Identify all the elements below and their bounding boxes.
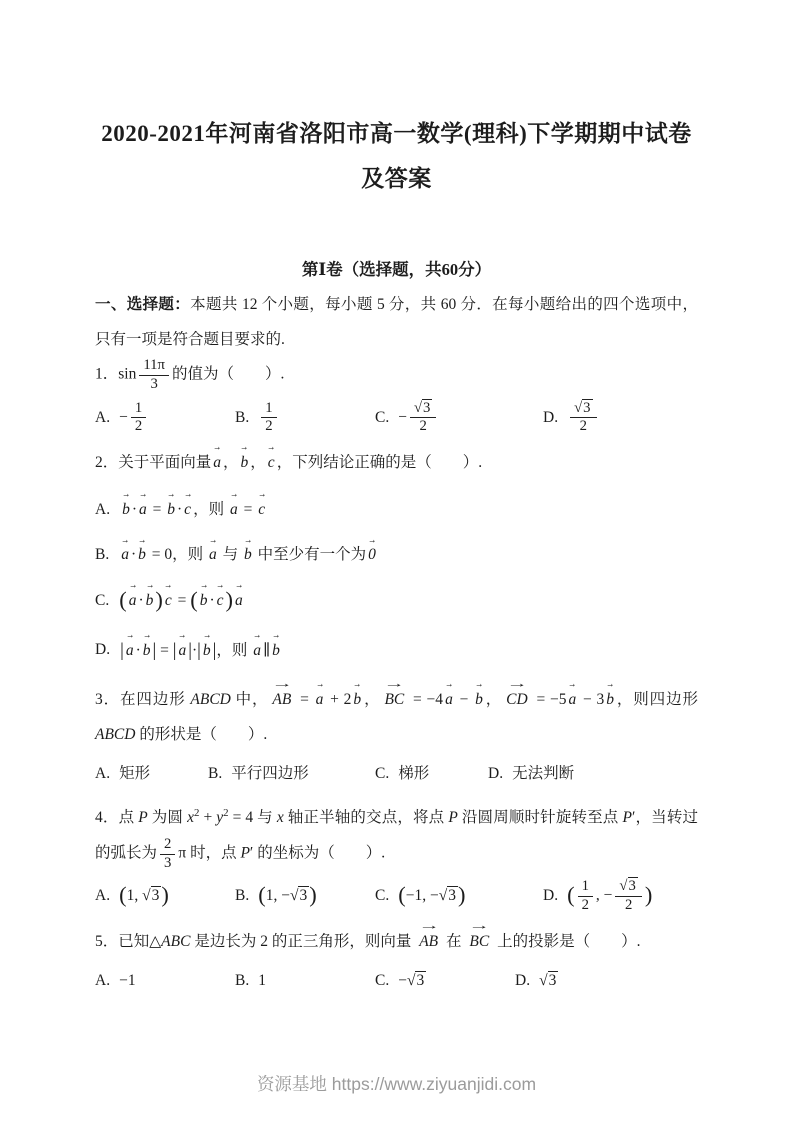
option-b xyxy=(95,539,698,572)
option-value: $\frac{1}{2}$ xyxy=(258,400,279,436)
option-label: A. xyxy=(95,500,111,518)
option-c xyxy=(375,965,515,998)
option-value: $\frac{√3}{2}$ xyxy=(567,400,599,436)
option-value: −1 xyxy=(119,972,136,990)
option-value: 无法判断 xyxy=(512,765,575,783)
option-value: a → · b → = 0，则 a → 与 b → 中至少有一个为 0 → xyxy=(119,539,378,572)
option-b xyxy=(235,965,375,998)
option-d xyxy=(515,965,558,998)
option-label: A. xyxy=(95,765,111,783)
intro-text: 本题共 12 个小题，每小题 5 分，共 60 分．在每小题给出的四个选项中，只有一项是符合题目要求的. xyxy=(95,295,698,348)
option-a xyxy=(95,965,235,998)
question-1 xyxy=(95,357,698,436)
question-3 xyxy=(95,683,698,791)
option-a xyxy=(95,494,698,527)
option-label: B. xyxy=(235,972,250,990)
option-value: ( a → · b →) c → = ( b → · c →) a → xyxy=(119,585,245,618)
option-c xyxy=(375,400,543,436)
section-1-header: 第Ⅰ卷（选择题，共60分） xyxy=(301,259,492,279)
option-label: D. xyxy=(515,972,531,990)
question-2 xyxy=(95,446,698,670)
option-d xyxy=(488,758,574,791)
watermark-footer: 资源基地 https://www.ziyuanjidi.com xyxy=(256,1074,537,1094)
question-1-stem: 1．sin $\frac{11\pi}{3}$ 的值为（ ）. xyxy=(95,357,285,393)
page-title: 2020-2021年河南省洛阳市高一数学(理科)下学期期中试卷及答案 xyxy=(101,121,692,191)
option-value: (−1, −√3) xyxy=(398,882,466,908)
option-value: − $\frac{√3}{2}$ xyxy=(398,400,439,436)
option-a xyxy=(95,400,235,436)
option-a xyxy=(95,880,235,913)
question-5 xyxy=(95,925,698,998)
option-d xyxy=(95,631,698,670)
option-label: D. xyxy=(95,640,111,658)
option-label: C. xyxy=(375,972,390,990)
section-1-intro xyxy=(95,288,698,358)
question-5-options xyxy=(95,965,698,998)
option-label: C. xyxy=(375,887,390,905)
option-c xyxy=(375,758,488,791)
option-value: 矩形 xyxy=(119,765,151,783)
question-4 xyxy=(95,801,698,915)
option-d xyxy=(543,878,652,914)
option-value: (1, √3) xyxy=(119,882,169,908)
question-4-options xyxy=(95,878,698,914)
option-b xyxy=(208,758,375,791)
question-4-stem: 4．点 P 为圆 $x^2 + y^2 = 4$ 与 x 轴正半轴的交点，将点 P 沿圆周顺时针旋转至点 P′，当转过的弧长为 $\frac{2}{3}$ π 时，点 P′ 的坐标为（ ）. xyxy=(95,806,698,871)
option-d xyxy=(543,400,600,436)
option-label: A. xyxy=(95,887,111,905)
option-label: B. xyxy=(235,887,250,905)
question-1-options xyxy=(95,400,698,436)
option-value: 平行四边形 xyxy=(231,765,309,783)
option-value: ( $\frac{1}{2}$ , − $\frac{√3}{2}$ ) xyxy=(567,878,653,913)
option-value: √3 xyxy=(539,972,557,990)
option-label: B. xyxy=(235,408,250,426)
option-label: D. xyxy=(543,887,559,905)
question-3-options xyxy=(95,758,698,791)
option-value: − $\frac{1}{2}$ xyxy=(119,400,149,436)
option-value: 1 xyxy=(258,972,266,990)
option-value: b → · a → = b → · c → ，则 a → = c → xyxy=(120,494,267,527)
option-value: | a → · b → | = | a → |·| b → |，则 a → ∥ b → xyxy=(120,631,282,670)
question-3-stem: 3．在四边形 ABCD 中， AB → = a → + 2 b → ， BC → = −4 a → − b → ， CD → = −5 a → − 3 b → ，则四边形 ABCD 的形状是（ ）. xyxy=(95,683,698,753)
question-5-stem: 5．已知△ABC 是边长为 2 的正三角形，则向量 AB → 在 BC → 上的投影是（ ）. xyxy=(95,925,698,960)
option-value: (1, −√3) xyxy=(258,882,317,908)
option-label: B. xyxy=(95,546,110,564)
option-value: −√3 xyxy=(398,972,425,990)
intro-label: 一、选择题： xyxy=(95,295,191,313)
option-label: A. xyxy=(95,408,111,426)
option-c xyxy=(95,585,698,618)
option-b xyxy=(235,880,375,913)
option-label: D. xyxy=(488,765,504,783)
option-value: 梯形 xyxy=(398,765,430,783)
option-label: B. xyxy=(208,765,223,783)
option-label: A. xyxy=(95,972,111,990)
question-2-stem: 2．关于平面向量 a → ， b → ， c → ，下列结论正确的是（ ）. xyxy=(95,446,698,481)
option-b xyxy=(235,400,375,436)
option-c xyxy=(375,880,543,913)
option-label: C. xyxy=(95,592,110,610)
option-a xyxy=(95,758,208,791)
option-label: C. xyxy=(375,408,390,426)
option-label: C. xyxy=(375,765,390,783)
option-label: D. xyxy=(543,408,559,426)
